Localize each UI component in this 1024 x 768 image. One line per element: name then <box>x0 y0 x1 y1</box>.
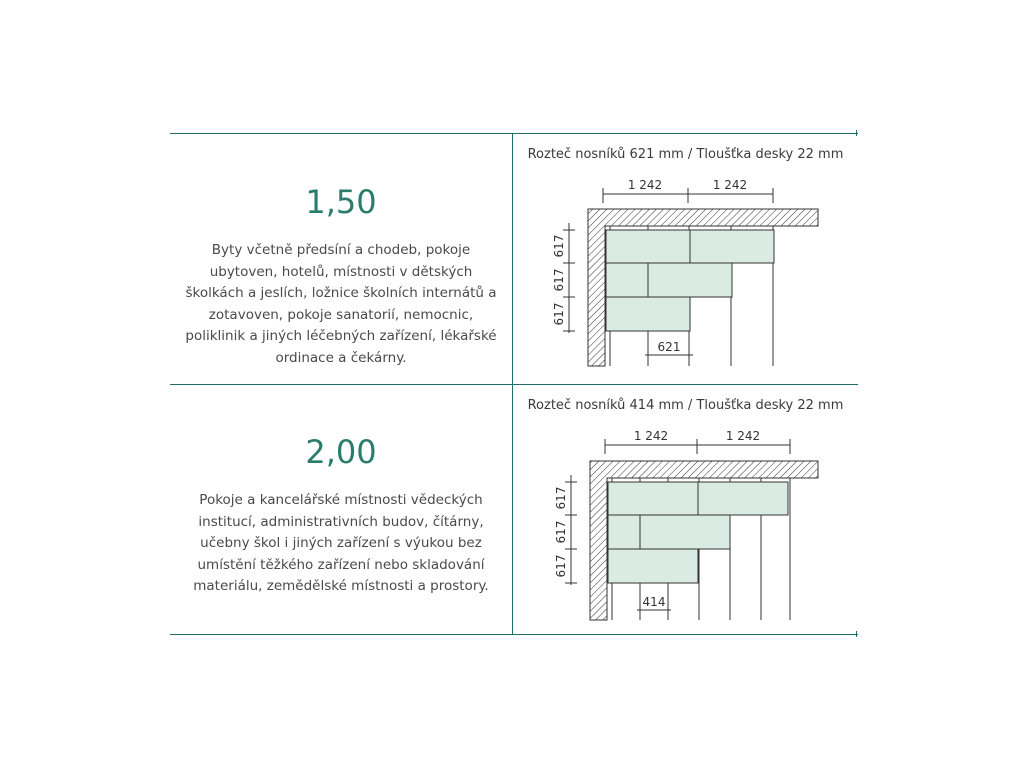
side-dim-3-row-1: 617 <box>552 302 566 326</box>
load-value-row-2: 2,00 <box>305 433 377 471</box>
top-dim-2-row-2: 1 242 <box>725 429 761 443</box>
load-table <box>170 133 858 635</box>
floor-board <box>698 482 788 515</box>
top-dim-2-row-1: 1 242 <box>712 178 748 192</box>
top-dim-1-row-1: 1 242 <box>627 178 663 192</box>
bottom-dim-row-1: 621 <box>657 340 681 354</box>
diagram-cell-row-1 <box>513 133 858 384</box>
floor-board <box>608 482 698 515</box>
floor-board <box>608 549 698 583</box>
top-dim-1-row-2: 1 242 <box>633 429 669 443</box>
side-dim-2-row-2: 617 <box>554 520 568 544</box>
description-row-1: Byty včetně předsíní a chodeb, pokoje ubytoven, hotelů, místnosti v dětských školkách a jeslích, ložnice školních internátů a zotavoven, pokoje sanatorií, nemocnic, poliklinik a jiných léčebných zařízení, lékařské ordinace a čekárny. <box>185 242 497 366</box>
floor-diagram-row-2 <box>513 384 858 635</box>
floor-board <box>640 515 730 549</box>
diagram-caption-row-2: Rozteč nosníků 414 mm / Tloušťka desky 22 mm <box>527 398 844 413</box>
floor-board <box>690 230 774 263</box>
bottom-dim-row-2: 414 <box>642 595 666 609</box>
description-row-2: Pokoje a kancelářské místnosti vědeckých institucí, administrativních budov, čítárny, učebny škol i jiných zařízení s výukou bez umístění těžkého zařízení nebo skladování materiálu, zemědělské místnosti a prostory. <box>193 492 489 594</box>
floor-board <box>606 297 690 331</box>
side-dim-1-row-2: 617 <box>554 486 568 510</box>
floor-board <box>606 263 648 297</box>
diagram-caption-row-1: Rozteč nosníků 621 mm / Tloušťka desky 22 mm <box>527 147 844 162</box>
floor-board <box>606 230 690 263</box>
floor-board <box>648 263 732 297</box>
floor-diagram-row-1 <box>513 133 858 384</box>
side-dim-1-row-1: 617 <box>552 234 566 258</box>
side-dim-2-row-1: 617 <box>552 268 566 292</box>
diagram-cell-row-2 <box>513 384 858 635</box>
side-dim-3-row-2: 617 <box>554 554 568 578</box>
floor-board <box>608 515 640 549</box>
load-value-row-1: 1,50 <box>305 183 377 221</box>
